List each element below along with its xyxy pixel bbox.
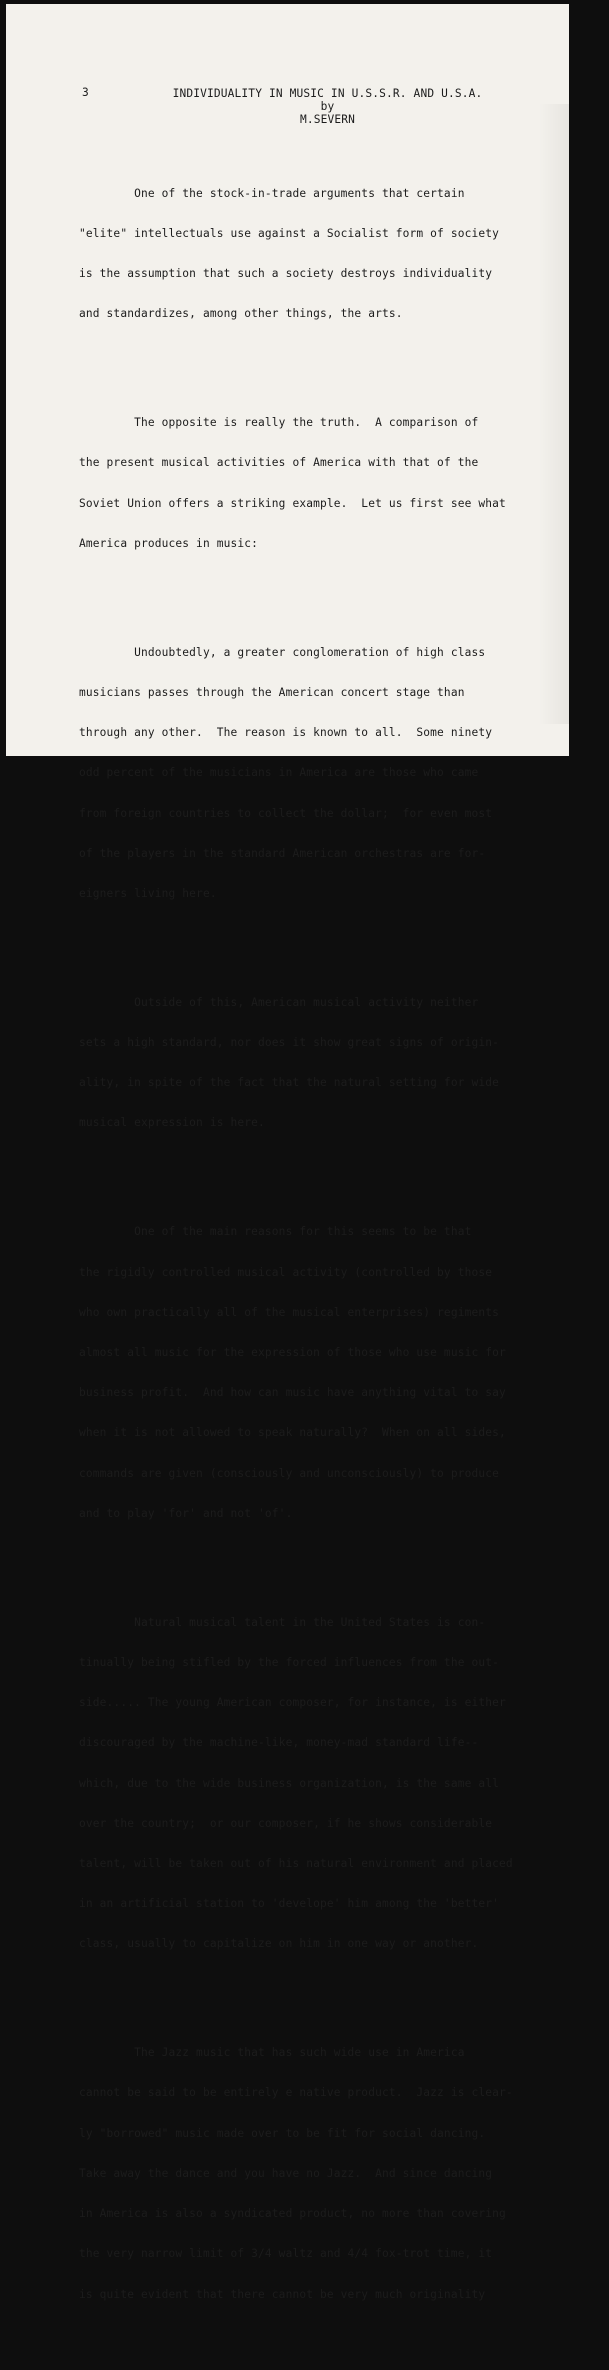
paragraph bbox=[79, 2019, 513, 2327]
typed-page bbox=[6, 4, 569, 2301]
page-title: INDIVIDUALITY IN MUSIC IN U.S.S.R. AND U.S.A. bbox=[172, 87, 483, 100]
text-line: ly "borrowed" music made over to be fit for social dancing. bbox=[79, 2126, 486, 2140]
paragraph bbox=[79, 389, 513, 577]
text-line: is the assumption that such a society destroys individuality bbox=[79, 267, 493, 281]
text-line: which, due to the wide business organization, is the same all bbox=[79, 1776, 500, 1790]
text-line: is quite evident that there cannot be very much originality bbox=[79, 2287, 486, 2301]
article-body bbox=[79, 133, 513, 2370]
text-line: musical expression is here. bbox=[79, 1116, 265, 1130]
text-line: who own practically all of the musical enterprises) regiments bbox=[79, 1305, 500, 1319]
text-line: in an artificial station to 'develope' him among the 'better' bbox=[79, 1897, 500, 1911]
text-line: ality, in spite of the fact that the natural setting for wide bbox=[79, 1076, 500, 1090]
text-line: the present musical activities of America with that of the bbox=[79, 456, 479, 470]
text-line: almost all music for the expression of those who use music for bbox=[79, 1345, 506, 1359]
paragraph bbox=[79, 1589, 513, 1978]
text-line: sets a high standard, nor does it show great signs of origin- bbox=[79, 1036, 500, 1049]
text-line: over the country; or our composer, if he shows considerable bbox=[79, 1816, 493, 1830]
paragraph bbox=[79, 1198, 513, 1547]
text-line: odd percent of the musicians in America are those who came bbox=[79, 766, 479, 780]
text-line: from foreign countries to collect the dollar; for even most bbox=[79, 806, 493, 820]
text-line: commands are given (consciously and unconsciously) to produce bbox=[79, 1466, 500, 1480]
author-name: M.SEVERN bbox=[299, 113, 356, 126]
text-line: tinually being stifled by the forced influences from the out- bbox=[79, 1655, 500, 1669]
text-line: in America is also a syndicated product, no more than covering bbox=[79, 2207, 506, 2221]
text-line: One of the stock-in-trade arguments that certain bbox=[79, 186, 465, 200]
text-line: class, usually to capitalize on him in one way or another. bbox=[79, 1937, 479, 1951]
text-line: Take away the dance and you have no Jazz. And since dancing bbox=[79, 2166, 493, 2180]
text-line: when it is not allowed to speak naturally? When on all sides, bbox=[79, 1426, 506, 1440]
text-line: cannot be said to be entirely e native product. Jazz is clear- bbox=[79, 2086, 513, 2100]
text-line: The Jazz music that has such wide use in America bbox=[79, 2046, 465, 2060]
text-line: side..... The young American composer, for instance, is either bbox=[79, 1696, 506, 1710]
text-line: "elite" intellectuals use against a Socialist form of society bbox=[79, 226, 500, 240]
text-line: the rigidly controlled musical activity (controlled by those bbox=[79, 1265, 493, 1279]
text-line: and standardizes, among other things, the arts. bbox=[79, 307, 403, 321]
text-line: business profit. And how can music have anything vital to say bbox=[79, 1386, 506, 1400]
paragraph bbox=[79, 619, 513, 927]
text-line: Outside of this, American musical activity neither bbox=[79, 995, 479, 1009]
text-line: The opposite is really the truth. A comparison of bbox=[79, 416, 479, 430]
text-line: America produces in music: bbox=[79, 536, 259, 550]
text-line: the very narrow limit of 3/4 waltz and 4/4 fox-trot time, it bbox=[79, 2247, 493, 2261]
text-line: eigners living here. bbox=[79, 886, 217, 900]
byline: by bbox=[320, 100, 335, 113]
text-line: discouraged by the machine-like, money-mad standard life-- bbox=[79, 1736, 479, 1750]
text-line: Undoubtedly, a greater conglomeration of high class bbox=[79, 645, 486, 659]
page-number: 3 bbox=[82, 86, 89, 99]
text-line: and to play 'for' and not 'of'. bbox=[79, 1506, 293, 1520]
text-line: One of the main reasons for this seems to be that bbox=[79, 1225, 472, 1239]
paragraph bbox=[79, 969, 513, 1157]
paper-shadow bbox=[539, 104, 569, 724]
text-line: through any other. The reason is known to all. Some ninety bbox=[79, 726, 493, 740]
text-line: of the players in the standard American orchestras are for- bbox=[79, 846, 486, 860]
text-line: Soviet Union offers a striking example. Let us first see what bbox=[79, 496, 506, 510]
text-line: Natural musical talent in the United States is con- bbox=[79, 1615, 486, 1629]
paragraph bbox=[79, 160, 513, 348]
text-line: musicians passes through the American concert stage than bbox=[79, 685, 465, 699]
text-line: talent, will be taken out of his natural environment and placed bbox=[79, 1856, 513, 1870]
